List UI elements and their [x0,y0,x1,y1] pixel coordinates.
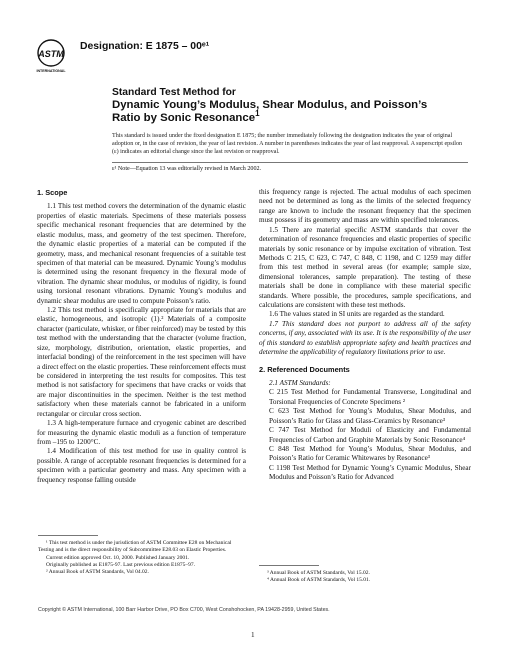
ref-item: C 623 Test Method for Young’s Modulus, Shear Modulus, and Poisson’s Ratio for Glass and Glass-Ceramics by Resonance³ [269,407,471,425]
astm-logo [34,38,68,74]
title-line-1: Dynamic Young’s Modulus, Shear Modulus, and Poisson’s [112,99,428,111]
svg-text:ASTM: ASTM [38,49,64,59]
page-number: 1 [251,631,255,639]
ref-item: C 747 Test Method for Moduli of Elasticity and Fundamental Frequencies of Carbon and Graphite Materials by Sonic Resonance⁴ [269,426,471,444]
issuance-notice: This standard is issued under the fixed designation E 1875; the number immediately following the designation indicates the year of original adoption or, in the case of revision, the year of last revision. A number in parentheses indicates the year of last reapproval. A superscript epsilon (ε) indicates an editorial change since the last revision or reapproval. [112,133,463,155]
ref-item: C 1198 Test Method for Dynamic Young’s Cynamic Modulus, Shear Modulus and Poisson’s Ratio for Advanced [269,463,471,482]
title-line-2: Ratio by Sonic Resonance$^1$ [112,109,260,125]
para-1-6: 1.6 The values stated in SI units are regarded as the standard. [269,310,445,319]
editorial-note: ε¹ Note—Equation 13 was editorially revised in March 2002. [112,166,262,172]
ref-item: C 848 Test Method for Young’s Modulus, Shear Modulus, and Poisson’s Ratio for Ceramic Whitewares by Resonance³ [269,444,471,463]
notice-divider [112,162,468,163]
copyright-notice: Copyright © ASTM International, 100 Barr Harbor Drive, PO Box C700, West Conshohocken, PA 19428-2959, United States. [38,607,330,613]
para-1-7: 1.7 This standard does not purport to address all of the safety concerns, if any, associated with its use. It is the responsibility of the user of this standard to establish appropriate safety and health practices and determine the applicability of regulatory limitations prior to use. [259,319,471,357]
footnote-divider-right [259,565,319,566]
svg-text:INTERNATIONAL: INTERNATIONAL [36,69,66,73]
footnote: Current edition approved Oct. 10, 2000. Published January 2001. [46,554,190,561]
document-title [112,86,472,126]
designation: Designation: E 1875 – 00ᵉ¹ [80,41,210,52]
para-1-1: 1.1 This test method covers the determination of the dynamic elastic properties of elastic materials. Specimens of these materials possess specific mechanical resonant frequencies that are determined by the elastic modulus, mass, and geometry of the test specimen. Therefore, the dynamic elastic properties of a material can be computed if the geometry, mass, and mechanical resonant frequencies of a suitable test specimen of that material can be measured. Dynamic Young’s modulus is determined using the resonant frequency in the flexural mode of vibration. The dynamic shear modulus, or modulus of rigidity, is found using torsional resonant vibrations. Dynamic Young’s modulus and dynamic shear modulus are used to compute Poisson’s ratio. [37,202,246,305]
footnote-divider-left [38,535,98,536]
footnote: Originally published as E1875-97. Last previous edition E1875–97. [46,561,195,568]
section-scope-heading: 1. Scope [37,188,68,197]
para-1-5: 1.5 There are material specific ASTM standards that cover the determination of resonance frequencies and elastic properties of specific materials by sonic resonance or by impulse excitation of vibration. Test Methods C 215, C 623, C 747, C 848, C 1198, and C 1259 may differ from this test method in several areas (for example; sample size, dimensional tolerances, sample preparation). The testing of these materials shall be done in compliance with these material specific standards. Where possible, the procedures, sample specifications, and calculations are consistent with these test methods. [259,225,471,310]
footnotes-right [259,570,471,585]
para-1-2: 1.2 This test method is specifically appropriate for materials that are elastic, homogeneous, and isotropic (1).² Materials of a composite character (particulate, whisker, or fiber reinforced) may be tested by this test method with the understanding that the character (volume fraction, size, morphology, distribution, orientation, elastic properties, and interfacial bonding) of the reinforcement in the test specimen will have a direct effect on the elastic properties. These reinforcement effects must be considered in interpreting the test results for composites. This test method is not satisfactory for specimens that have cracks or voids that are major discontinuities in the specimen. Neither is the test method satisfactory when these materials cannot be fabricated in a uniform rectangular or circular cross section. [37,306,246,418]
footnote: ¹ This test method is under the jurisdiction of ASTM Committee E28 on Mechanical Testing and is the direct responsibility of Subcommittee E28.03 on Elastic Properties. [38,540,232,554]
refs-subheading: 2.1 ASTM Standards: [269,379,331,388]
right-column [259,188,471,483]
title-footnote-mark: 1 [255,109,260,119]
footnotes-left [38,540,246,576]
para-1-4: 1.4 Modification of this test method for use in quality control is possible. A range of acceptable resonant frequencies is determined for a specimen with a particular geometry and mass. Any specimen with a frequency response falling outside [37,447,246,484]
title-prefix: Standard Test Method for [112,87,236,98]
footnote: ³ Annual Book of ASTM Standards, Vol 15.02. [267,570,370,576]
footnote: ² Annual Book of ASTM Standards, Vol 04.02. [46,569,149,576]
section-refs-heading: 2. Referenced Documents [259,364,350,374]
para-1-3: 1.3 A high-temperature furnace and cryogenic cabinet are described for measuring the dynamic elastic moduli as a function of temperature from –195 to 1200°C. [37,419,246,446]
left-column [37,188,246,485]
footnote: ⁴ Annual Book of ASTM Standards, Vol 15.01. [267,577,371,584]
para-1-4-cont: this frequency range is rejected. The actual modulus of each specimen need not be determined as long as the limits of the selected frequency range are known to include the resonant frequency that the specimen must possess if its geometry and mass are within specified tolerances. [259,188,471,225]
ref-item: C 215 Test Method for Fundamental Transverse, Longitudinal and Torsional Frequencies of Concrete Specimens ² [269,388,471,406]
